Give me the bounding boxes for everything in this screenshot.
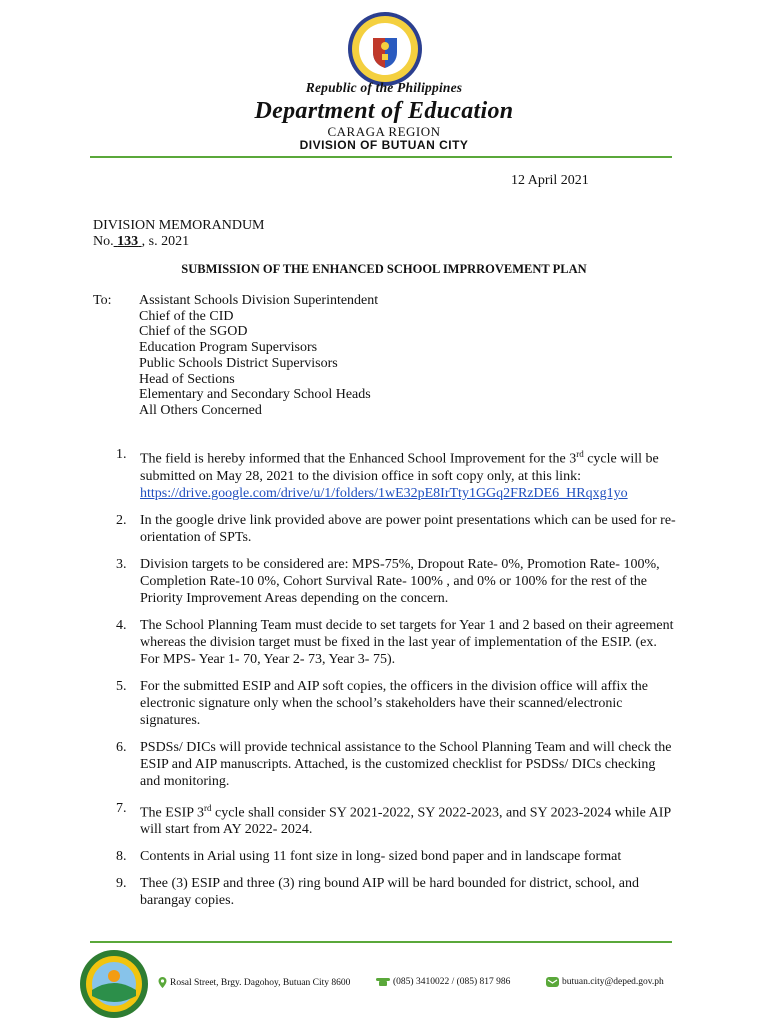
list-item: 5. For the submitted ESIP and AIP soft copies, the officers in the division office will affix the electronic signature only when the school’s stakeholders have their scanned/electronic signatures. [116, 678, 648, 728]
recipient-list [139, 293, 378, 419]
footer-address: Rosal Street, Brgy. Dagohoy, Butuan City 8600 [158, 977, 350, 988]
memo-subject: SUBMISSION OF THE ENHANCED SCHOOL IMPRROVEMENT PLAN [181, 262, 587, 276]
list-item: 4. The School Planning Team must decide to set targets for Year 1 and 2 based on their agreement whereas the division target must be fixed in the last year of implementation of the ESIP. (ex. For MPS- Year 1- 70, Year 2- 73, Year 3- 75). [116, 617, 674, 667]
recipient: Chief of the CID [139, 308, 234, 324]
list-item: 2. In the google drive link provided above are power point presentations which can be used for re- orientation of SPTs. [116, 512, 676, 545]
to-label: To: [93, 293, 112, 308]
location-pin-icon [158, 977, 167, 988]
recipient: Head of Sections [139, 371, 235, 387]
list-item: 6. PSDSs/ DICs will provide technical assistance to the School Planning Team and will check the ESIP and AIP manuscripts. Attached, is the customized checklist for PSDSs/ DICs checking and monitoring. [116, 739, 672, 789]
list-item: 9. Thee (3) ESIP and three (3) ring bound AIP will be hard bounded for district, school, and barangay copies. [116, 876, 639, 909]
telephone-icon [376, 978, 390, 986]
list-item: 7. The ESIP 3rd cycle shall consider SY 2021-2022, SY 2022-2023, and SY 2023-2024 while AIP will start from AY 2022- 2024. [116, 800, 671, 838]
recipient: Assistant Schools Division Superintendent [139, 293, 379, 308]
memo-date: 12 April 2021 [511, 173, 589, 188]
recipient: Public Schools District Supervisors [139, 355, 338, 371]
memo-type: DIVISION MEMORANDUM [93, 218, 265, 233]
footer-phone: (085) 3410022 / (085) 817 986 [376, 977, 510, 987]
deped-seal-logo [346, 10, 424, 88]
memo-number-line: No. 133 , s. 2021 [93, 234, 190, 249]
drive-link[interactable]: https://drive.google.com/drive/u/1/folders/1wE32pE8IrTty1GGq2FRzDE6_HRqxg1yo [140, 485, 628, 501]
recipient: Elementary and Secondary School Heads [139, 387, 371, 403]
memo-items [116, 446, 676, 919]
division-heading: DIVISION OF BUTUAN CITY [299, 138, 469, 152]
department-heading: Department of Education [254, 98, 514, 124]
memo-heading [93, 218, 265, 250]
division-seal-logo [78, 948, 150, 1020]
list-item: 3. Division targets to be considered are: MPS-75%, Dropout Rate- 0%, Promotion Rate- 100%, Completion Rate-10 0%, Cohort Survival Rate- 100% , and 0% or 100% for the rest of the Priority Improvement Areas depending on the concern. [116, 556, 660, 606]
header-divider [90, 156, 672, 158]
recipient: All Others Concerned [139, 402, 262, 418]
email-icon [546, 977, 559, 987]
recipient: Chief of the SGOD [139, 324, 248, 340]
recipient: Education Program Supervisors [139, 340, 318, 356]
region-heading: CARAGA REGION [327, 124, 441, 139]
memo-number: 133 [117, 234, 139, 249]
republic-heading: Republic of the Philippines [305, 80, 463, 95]
list-item: 8. Contents in Arial using 11 font size in long- sized bond paper and in landscape format [116, 849, 622, 865]
footer-email: butuan.city@deped.gov.ph [546, 977, 664, 987]
footer-divider [90, 941, 672, 943]
list-item: 1. The field is hereby informed that the Enhanced School Improvement for the 3rd cycle will be submitted on May 28, 2021 to the division office in soft copy only, at this link: https://drive.google.com/drive/u/1/folders/1wE32pE8IrTty1GGq2FRzDE6_HRqxg1yo [116, 447, 659, 501]
